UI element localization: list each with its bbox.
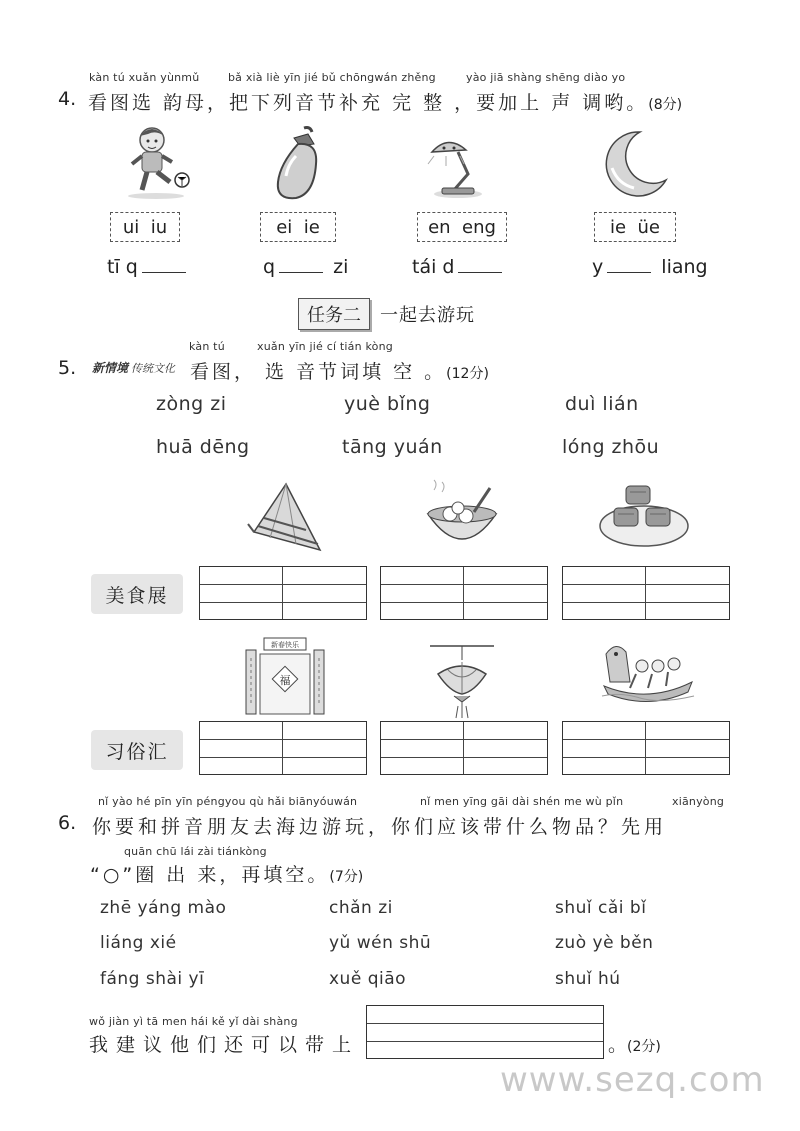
q4-fill-1[interactable] <box>107 256 190 278</box>
mooncake-picture <box>598 482 694 554</box>
desk-lamp-picture <box>424 130 488 200</box>
q6-item-homework-book[interactable]: zuò yè běn <box>555 933 654 953</box>
q5-pinyin-1: kàn tú <box>189 340 225 353</box>
crescent-moon-picture <box>600 128 670 198</box>
zongzi-picture <box>246 480 324 556</box>
q6-end-score: (2分) <box>627 1039 661 1055</box>
q5-word-duilian[interactable]: duì lián <box>565 393 639 415</box>
q6-text-line1: 你要和拼音朋友去海边游玩，你们应该带什么物品？先用 <box>92 816 668 838</box>
q4-score: (8分) <box>648 97 683 113</box>
q4-blank-1[interactable] <box>142 271 186 273</box>
q4-options-1: ui iu <box>110 212 180 242</box>
q6-item-shovel[interactable]: chǎn zi <box>329 898 393 918</box>
q6-prompt-line2 <box>90 860 363 887</box>
q6-score: (7分) <box>329 869 364 885</box>
q4-pinyin-1: kàn tú xuǎn yùnmǔ <box>89 71 200 84</box>
q4-options-2: ei ie <box>260 212 336 242</box>
boy-kicking-ball-picture <box>120 124 196 200</box>
q4-fill-2[interactable] <box>263 256 348 278</box>
q6-end-text: 。 <box>608 1034 628 1056</box>
q4-fill-1-before: tī q <box>107 256 138 278</box>
q5-pinyin-2: xuǎn yīn jié cí tián kòng <box>257 340 393 353</box>
answer-grid-couplet[interactable] <box>199 721 367 775</box>
q6-pinyin-2: nǐ men yīng gāi dài shén me wù pǐn <box>420 795 624 808</box>
q5-prompt <box>190 357 489 384</box>
task-title: 一起去游玩 <box>380 305 475 326</box>
answer-grid-lantern[interactable] <box>380 721 548 775</box>
q5-badge-main: 新情境 <box>92 361 129 375</box>
q5-word-tangyuan[interactable]: tāng yuán <box>342 436 443 458</box>
q4-text: 看图选 韵母，把下列音节补充 完 整 ，要加上 声 调哟。 <box>88 92 649 114</box>
q6-item-sun-shirt[interactable]: fáng shài yī <box>100 969 205 989</box>
q6-pinyin-line3: wǒ jiàn yì tā men hái kě yǐ dài shàng <box>89 1015 298 1028</box>
q4-fill-4-after: liang <box>655 256 708 278</box>
q4-blank-2[interactable] <box>279 271 323 273</box>
task-number-box: 任务二 <box>298 298 370 330</box>
q4-fill-4-before: y <box>592 256 604 278</box>
q4-pinyin-2: bǎ xià liè yīn jié bǔ chōngwán zhěng <box>228 71 436 84</box>
q6-text-line2: “○”圈 出 来，再填空。 <box>90 864 330 886</box>
eggplant-picture <box>270 124 330 204</box>
dragon-boat-picture <box>600 634 696 706</box>
q4-options-3: en eng <box>417 212 507 242</box>
couplet-top-text: 新春快乐 <box>271 641 299 649</box>
q6-item-watercolor-pen[interactable]: shuǐ cǎi bǐ <box>555 898 647 918</box>
q6-pinyin-1: nǐ yào hé pīn yīn péngyou qù hǎi biānyóuwán <box>98 795 358 808</box>
q4-fill-4[interactable] <box>592 256 708 278</box>
q5-word-huadeng[interactable]: huā dēng <box>156 436 250 458</box>
q6-line3-end <box>608 1030 661 1057</box>
q5-text: 看图， 选 音节词填 空 。 <box>190 361 447 383</box>
q5-word-yuebing[interactable]: yuè bǐng <box>344 393 431 415</box>
task-heading <box>298 298 475 330</box>
answer-grid-zongzi[interactable] <box>199 566 367 620</box>
q4-blank-4[interactable] <box>607 271 651 273</box>
q4-blank-3[interactable] <box>458 271 502 273</box>
q4-fill-3-before: tái d <box>412 256 455 278</box>
q5-score: (12分) <box>446 366 489 382</box>
couplet-door-picture <box>242 636 328 716</box>
q6-answer-box[interactable] <box>366 1005 604 1059</box>
answer-grid-mooncake[interactable] <box>562 566 730 620</box>
q4-prompt <box>88 88 682 115</box>
q5-word-longzhou[interactable]: lóng zhōu <box>562 436 660 458</box>
q6-item-sun-hat[interactable]: zhē yáng mào <box>100 898 227 918</box>
tangyuan-picture <box>424 484 500 554</box>
fu-character: 福 <box>279 674 291 687</box>
q4-fill-2-before: q <box>263 256 276 278</box>
q6-item-sandals[interactable]: liáng xié <box>100 933 177 953</box>
lantern-picture <box>424 640 500 720</box>
answer-grid-dragon-boat[interactable] <box>562 721 730 775</box>
q6-item-chinese-book[interactable]: yǔ wén shū <box>329 933 432 953</box>
q6-number: 6. <box>58 812 77 834</box>
watermark: www.sezq.com <box>500 1060 765 1100</box>
label-food-exhibition: 美食展 <box>91 574 183 614</box>
q6-item-sled[interactable]: xuě qiāo <box>329 969 407 989</box>
q4-fill-2-after: zi <box>327 256 349 278</box>
q6-text-line3: 我建议他们还可以带上 <box>89 1034 360 1056</box>
q5-badge-sub: 传统文化 <box>131 362 176 375</box>
q5-word-zongzi[interactable]: zòng zi <box>156 393 227 415</box>
answer-grid-tangyuan[interactable] <box>380 566 548 620</box>
q6-pinyin-line2: quān chū lái zài tiánkòng <box>124 845 267 858</box>
q5-badge <box>92 359 175 376</box>
q4-fill-3[interactable] <box>412 256 506 278</box>
q5-number: 5. <box>58 357 77 379</box>
q4-number: 4. <box>58 88 77 110</box>
label-custom-collection: 习俗汇 <box>91 730 183 770</box>
q4-pinyin-3: yào jiā shàng shēng diào yo <box>466 71 626 84</box>
q6-item-water-bottle[interactable]: shuǐ hú <box>555 969 621 989</box>
q4-options-4: ie üe <box>594 212 676 242</box>
q6-pinyin-3: xiānyòng <box>672 795 725 808</box>
